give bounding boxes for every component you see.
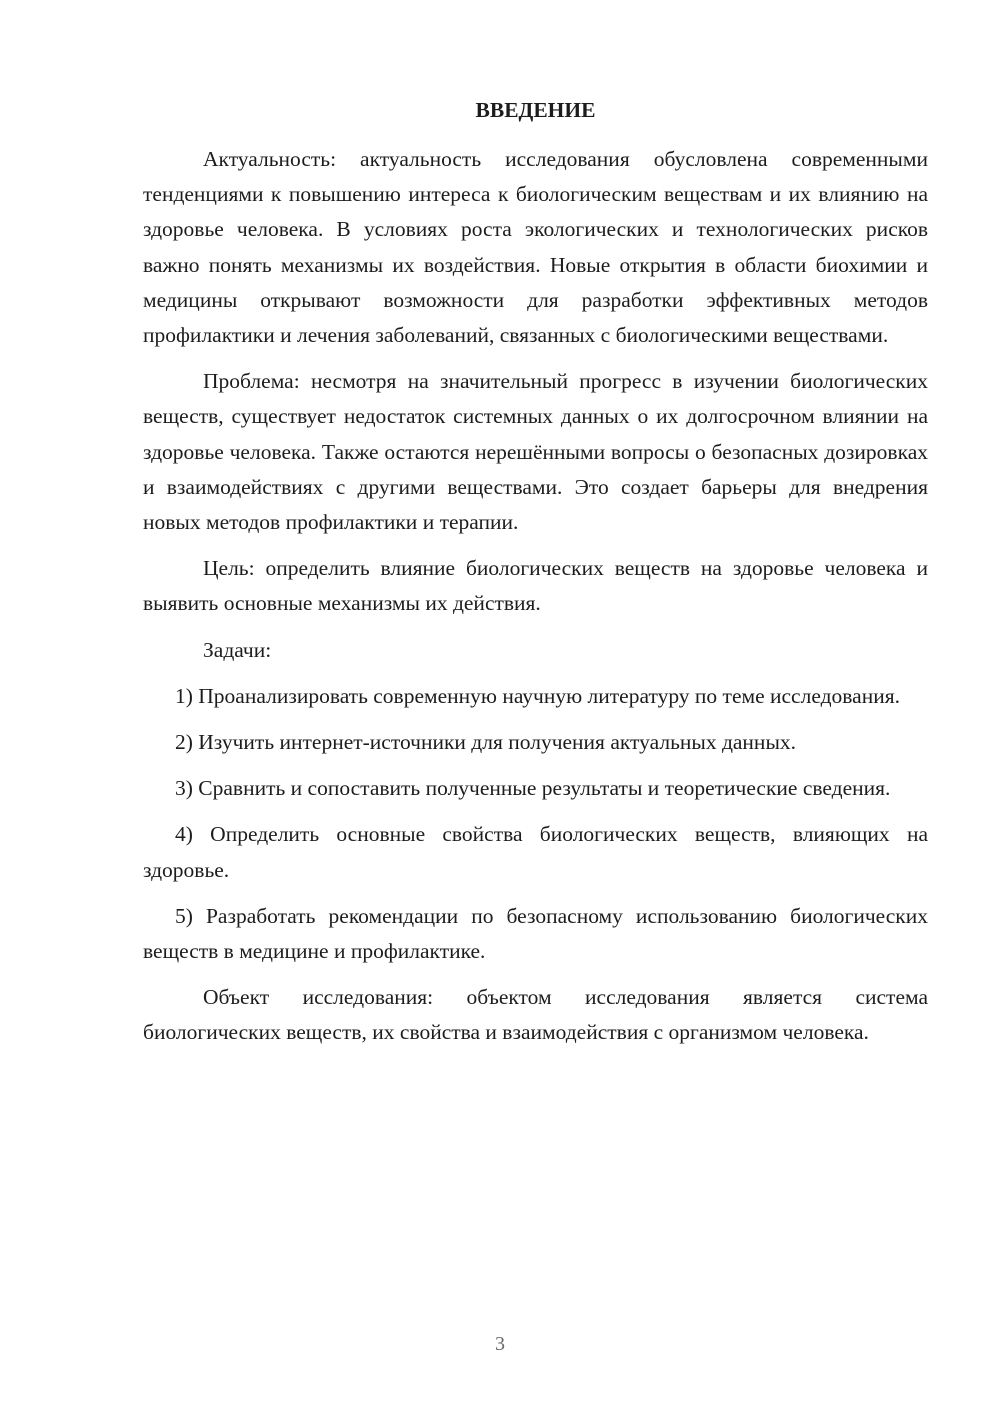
task-item: 2) Изучить интернет-источники для получения актуальных данных. — [175, 730, 797, 755]
task-item: 5) Разработать рекомендации по безопасному использованию биологических веществ в медицине и профилактике. — [143, 903, 928, 964]
problem-paragraph: Проблема: несмотря на значительный прогресс в изучении биологических веществ, существует недостаток системных данных о их долгосрочном влиянии на здоровье человека. Также остаются нерешёнными вопросы о безопасных дозировках и взаимодействиях с другими веществами. Это создает барьеры для внедрения новых методов профилактики и терапии. — [143, 369, 928, 535]
tasks-heading: Задачи: — [203, 637, 272, 662]
section-title: ВВЕДЕНИЕ — [475, 98, 596, 122]
relevance-paragraph: Актуальность: актуальность исследования обусловлена современными тенденциями к повышению интереса к биологическим веществам и их влиянию на здоровье человека. В условиях роста экологических и технологических рисков важно понять механизмы их воздействия. Новые открытия в области биохимии и медицины открывают возможности для разработки эффективных методов профилактики и лечения заболеваний, связанных с биологическими веществами. — [143, 147, 928, 348]
object-paragraph: Объект исследования: объектом исследования является система биологических веществ, их свойства и взаимодействия с организмом человека. — [143, 985, 928, 1045]
task-item: 1) Проанализировать современную научную литературу по теме исследования. — [175, 683, 900, 708]
page-number: 3 — [495, 1333, 505, 1355]
goal-paragraph: Цель: определить влияние биологических веществ на здоровье человека и выявить основные механизмы их действия. — [143, 556, 928, 616]
task-item: 4) Определить основные свойства биологических веществ, влияющих на здоровье. — [143, 822, 928, 882]
document-page — [143, 93, 928, 1062]
task-item: 3) Сравнить и сопоставить полученные результаты и теоретические сведения. — [175, 776, 891, 801]
